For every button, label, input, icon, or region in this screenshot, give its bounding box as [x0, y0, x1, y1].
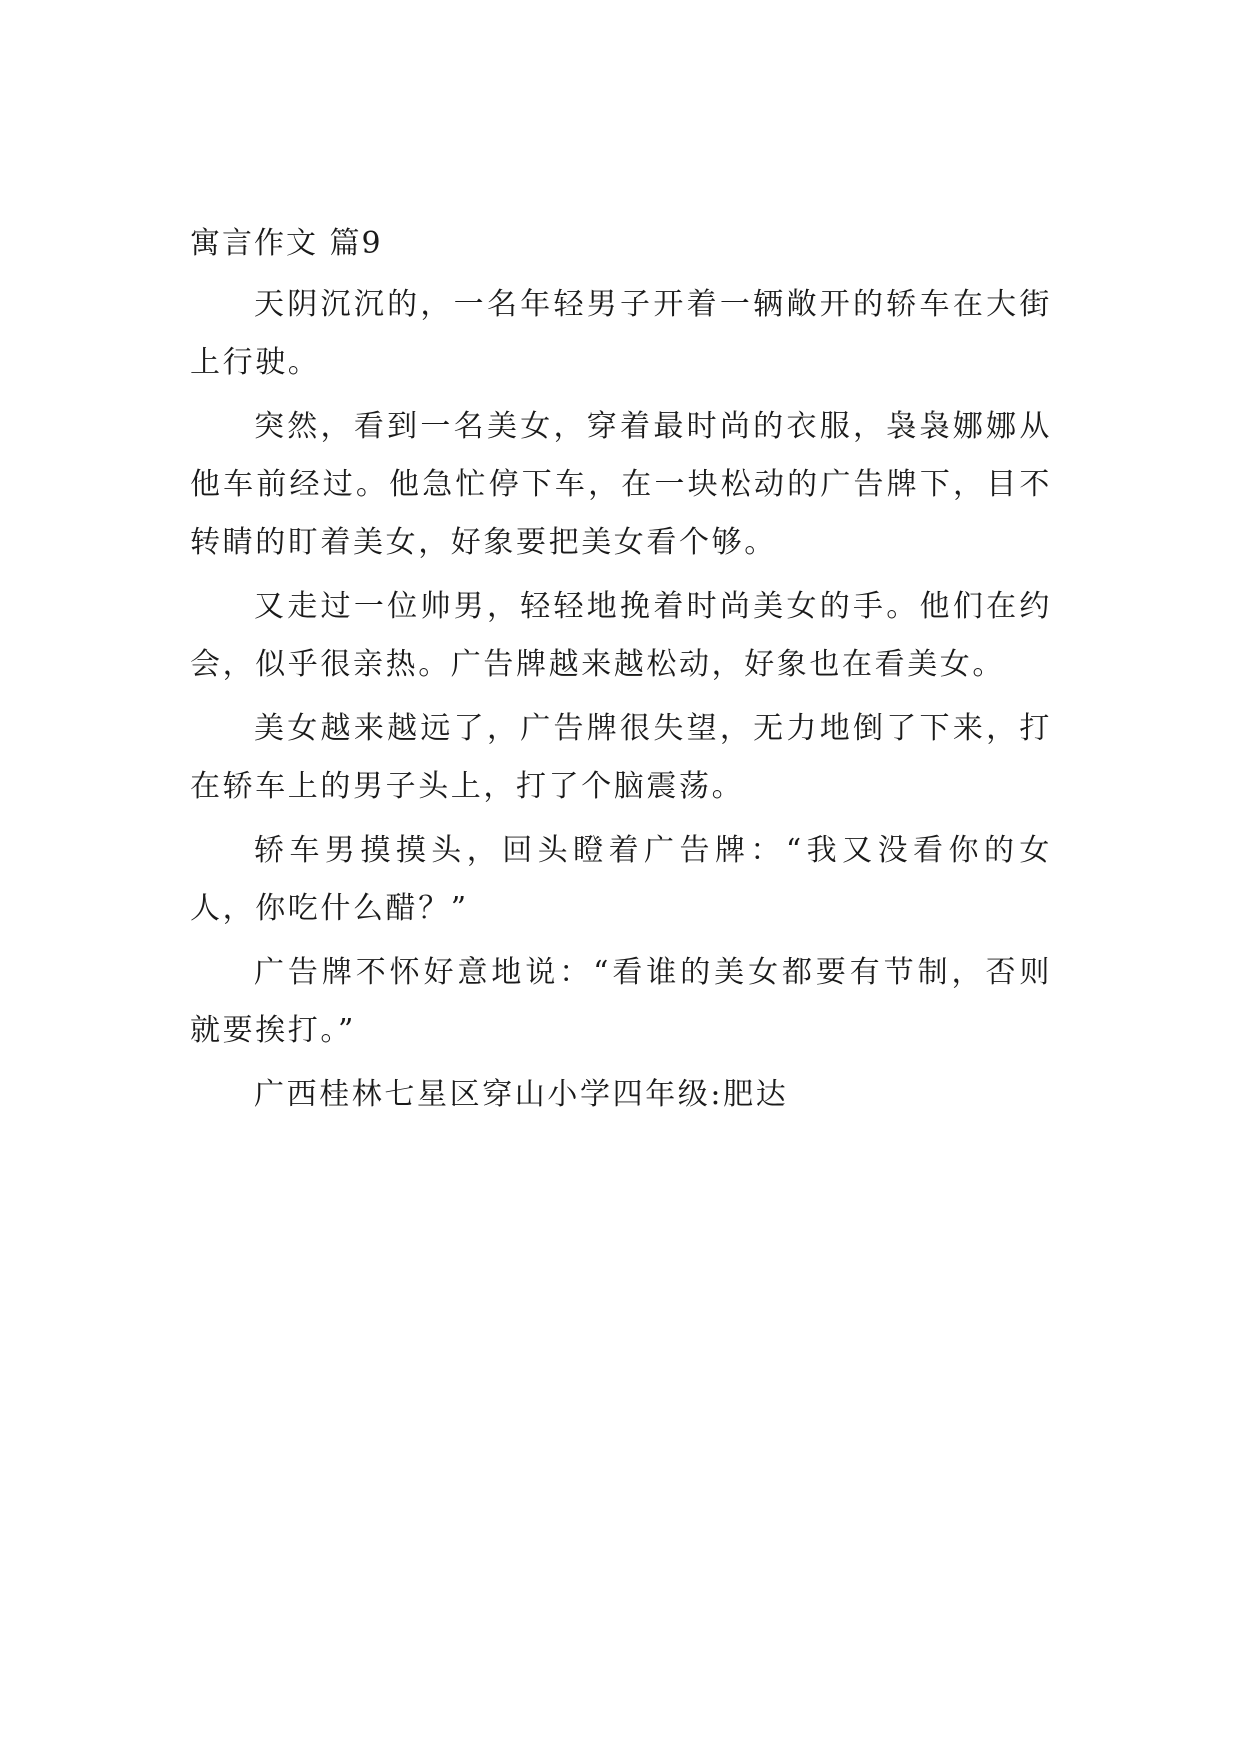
paragraph-3: 又走过一位帅男，轻轻地挽着时尚美女的手。他们在约会，似乎很亲热。广告牌越来越松动，好象也在看美女。: [190, 589, 1052, 682]
paragraph-5: 轿车男摸摸头，回头瞪着广告牌：“我又没看你的女人，你吃什么醋？”: [190, 833, 1052, 926]
paragraph-6: 广告牌不怀好意地说：“看谁的美女都要有节制，否则就要挨打。”: [190, 955, 1052, 1048]
author-line: 广西桂林七星区穿山小学四年级:肥达: [254, 1077, 789, 1112]
document-title: 寓言作文 篇9: [190, 226, 383, 261]
paragraph-4: 美女越来越远了，广告牌很失望，无力地倒了下来，打在轿车上的男子头上，打了个脑震荡。: [190, 711, 1052, 804]
paragraph-1: 天阴沉沉的，一名年轻男子开着一辆敞开的轿车在大街上行驶。: [190, 287, 1052, 380]
paragraph-2: 突然，看到一名美女，穿着最时尚的衣服，袅袅娜娜从他车前经过。他急忙停下车，在一块松动的广告牌下，目不转睛的盯着美女，好象要把美女看个够。: [190, 409, 1052, 560]
document-body: [190, 222, 1052, 1130]
